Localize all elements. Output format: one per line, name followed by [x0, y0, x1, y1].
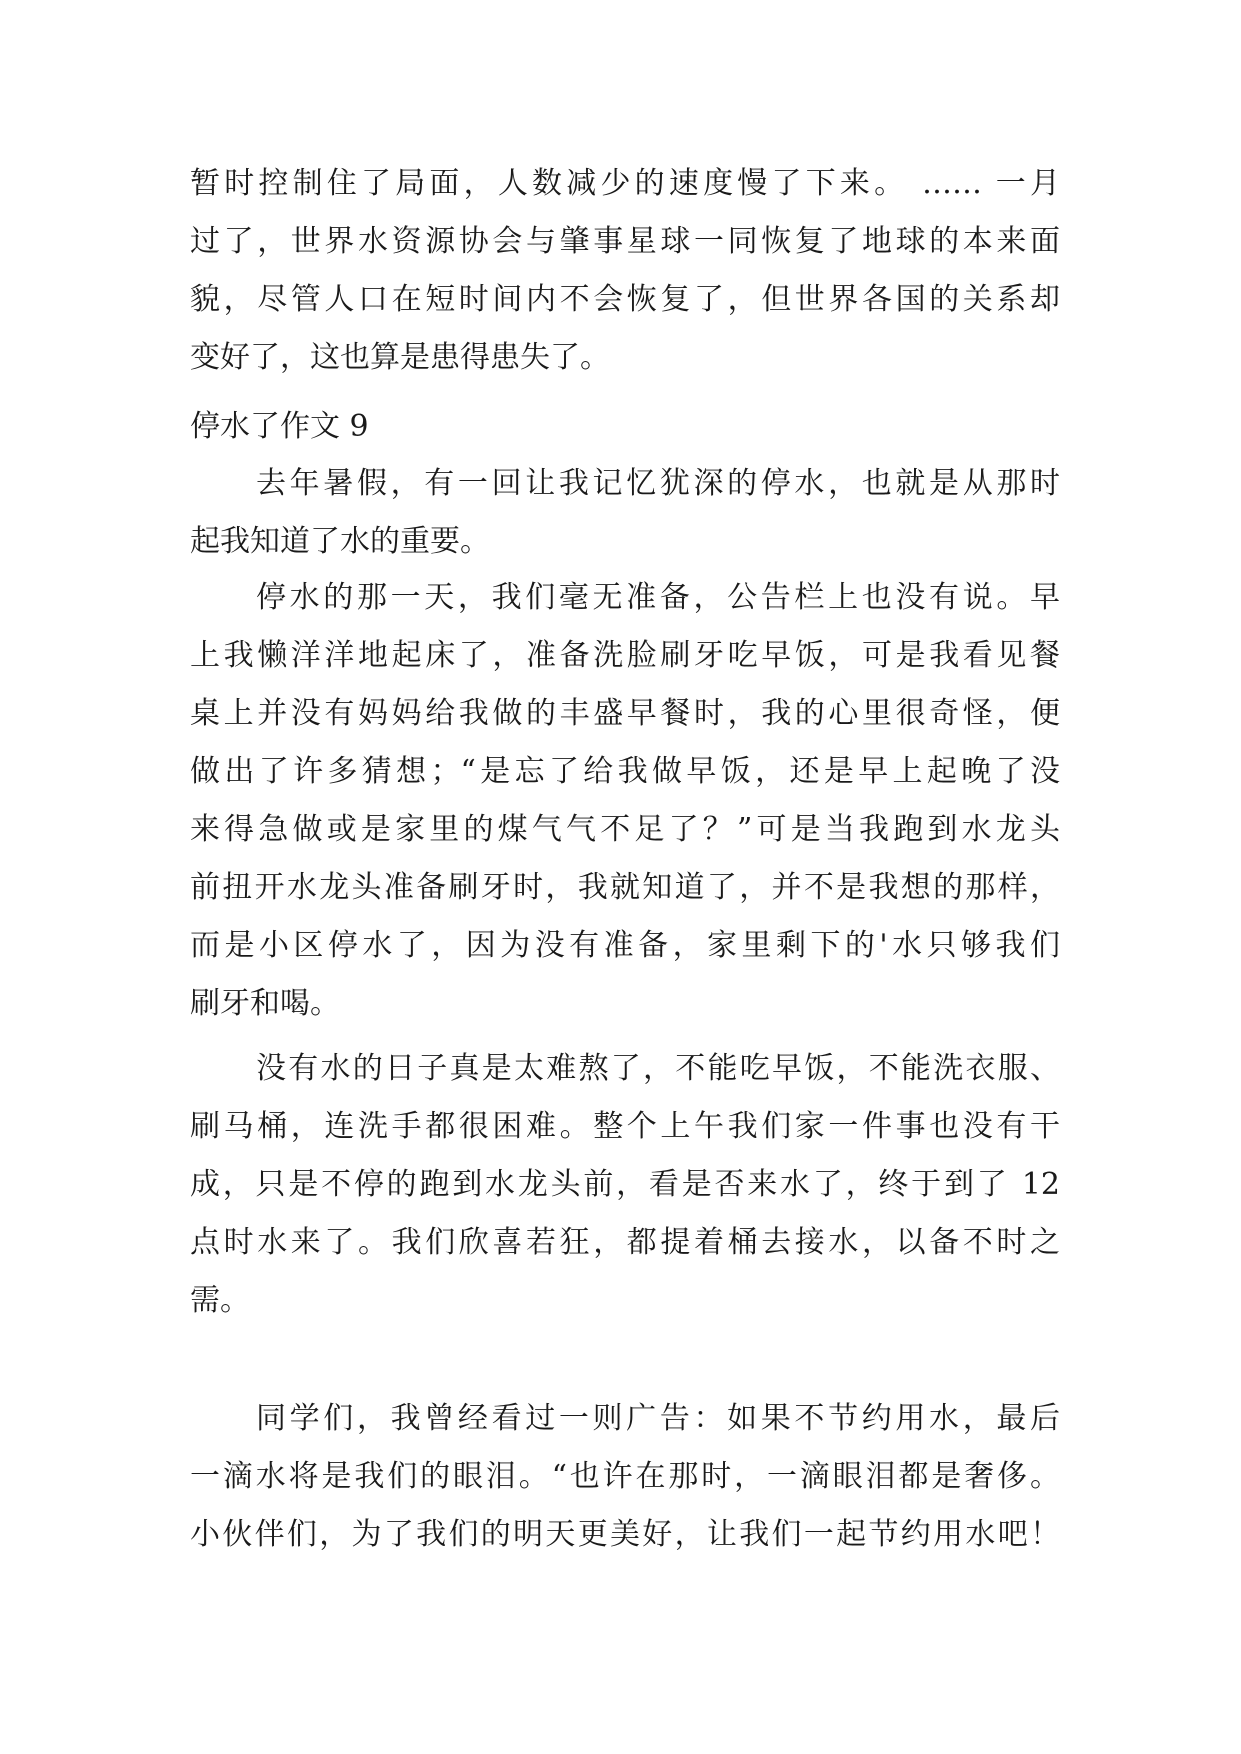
- text-line: 没有水的日子真是太难熬了，不能吃早饭，不能洗衣服、: [256, 1051, 1060, 1086]
- text-line: 成，只是不停的跑到水龙头前，看是否来水了，终于到了 12: [190, 1167, 1060, 1202]
- essay-heading: 停水了作文 9: [190, 409, 369, 444]
- text-line: 点时水来了。我们欣喜若狂，都提着桶去接水，以备不时之: [190, 1225, 1060, 1260]
- text-line: 去年暑假，有一回让我记忆犹深的停水，也就是从那时: [256, 466, 1060, 501]
- text-line: 桌上并没有妈妈给我做的丰盛早餐时，我的心里很奇怪，便: [190, 696, 1060, 731]
- text-line: 起我知道了水的重要。: [190, 524, 490, 559]
- essay-paragraph-4: [190, 1390, 1060, 1564]
- text-line: 刷牙和喝。: [190, 986, 340, 1021]
- essay-paragraph-2: [190, 569, 1060, 1033]
- essay-paragraph-3: [190, 1040, 1060, 1330]
- text-line: 貌，尽管人口在短时间内不会恢复了，但世界各国的关系却: [190, 282, 1060, 317]
- text-line: 上我懒洋洋地起床了，准备洗脸刷牙吃早饭，可是我看见餐: [190, 638, 1060, 673]
- text-line: 做出了许多猜想；“是忘了给我做早饭，还是早上起晚了没: [190, 754, 1060, 789]
- text-line: 过了，世界水资源协会与肇事星球一同恢复了地球的本来面: [190, 224, 1060, 259]
- continuation-paragraph: [190, 155, 1060, 387]
- text-line: 停水的那一天，我们毫无准备，公告栏上也没有说。早: [256, 580, 1060, 615]
- text-line: 暂时控制住了局面，人数减少的速度慢了下来。 …… 一月: [190, 166, 1060, 201]
- essay-heading-block: [190, 398, 1060, 456]
- text-line: 小伙伴们，为了我们的明天更美好，让我们一起节约用水吧！: [190, 1517, 1060, 1552]
- essay-paragraph-1: [190, 455, 1060, 571]
- text-line: 前扭开水龙头准备刷牙时，我就知道了，并不是我想的那样，: [190, 870, 1060, 905]
- text-line: 需。: [190, 1283, 250, 1318]
- text-line: 变好了，这也算是患得患失了。: [190, 340, 610, 375]
- text-line: 同学们，我曾经看过一则广告：如果不节约用水，最后: [256, 1401, 1060, 1436]
- text-line: 来得急做或是家里的煤气气不足了？”可是当我跑到水龙头: [190, 812, 1060, 847]
- text-line: 刷马桶，连洗手都很困难。整个上午我们家一件事也没有干: [190, 1109, 1060, 1144]
- text-line: 而是小区停水了，因为没有准备，家里剩下的'水只够我们: [190, 928, 1060, 963]
- text-line: 一滴水将是我们的眼泪。“也许在那时，一滴眼泪都是奢侈。: [190, 1459, 1060, 1494]
